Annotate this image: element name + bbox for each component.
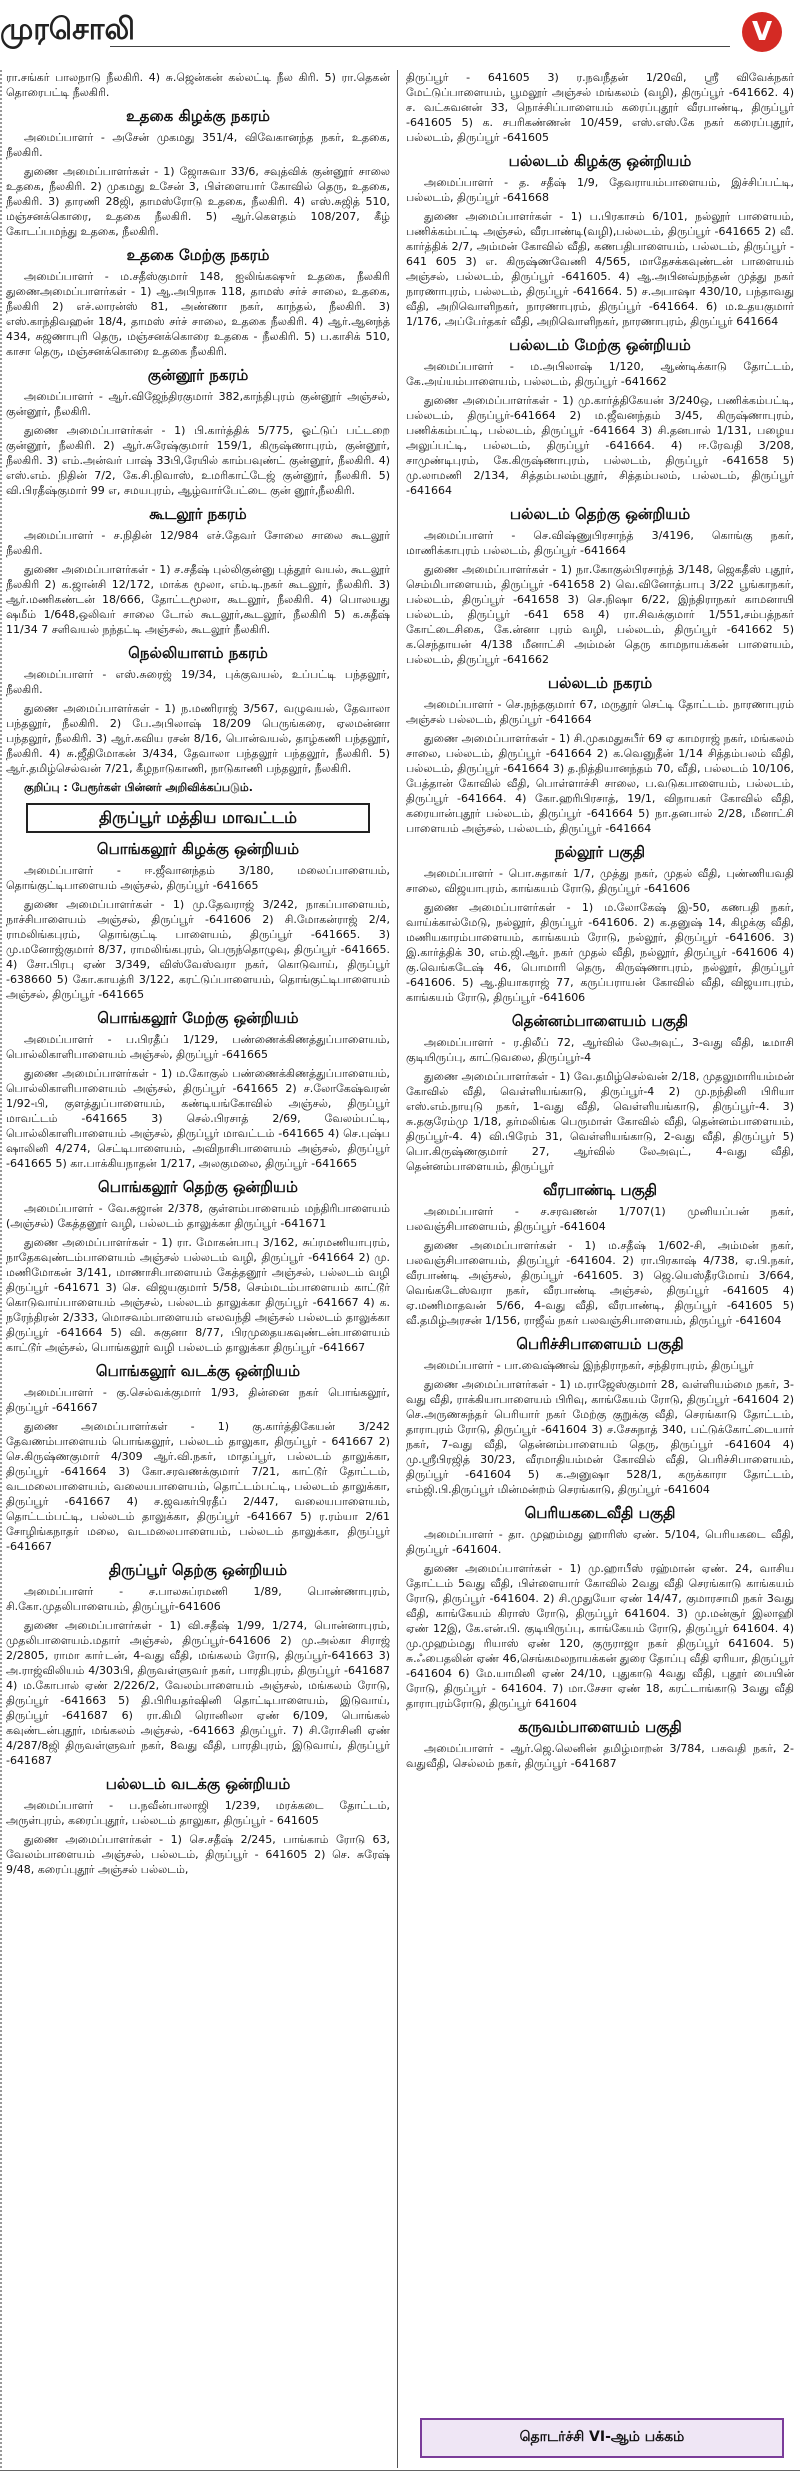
section-heading: பல்லடம் வடக்கு ஒன்றியம் xyxy=(105,1775,291,1793)
section xyxy=(406,674,794,836)
left-column-lower-sections xyxy=(6,840,390,1877)
organizer-paragraph: அமைப்பாளர் - ஆர்.விஜேந்திரகுமார் 382,காந்திபுரம் குன்னூர் அஞ்சல், குன்னூர், நீலகிரி. xyxy=(6,390,390,418)
section-heading: உதகை கிழக்கு நகரம் xyxy=(126,107,270,125)
organizer-paragraph: அமைப்பாளர் - த. சதீஷ் 1/9, தேவராயம்பாளையம், இச்சிப்பட்டி, பல்லடம், திருப்பூர் -641668 xyxy=(406,176,794,204)
organizer-paragraph: அமைப்பாளர் - ஆர்.ஜெ.லெனின் தமிழ்மாறன் 3/784, பசுவதி நகர், 2-வதுவீதி, செல்லம் நகர், திருப்பூர் -641687 xyxy=(406,1742,794,1770)
organizer-paragraph: அமைப்பாளர் - ஈ.ஜீவானந்தம் 3/180, மலைப்பாளையம், தொங்குட்டிபாளையம் அஞ்சல், திருப்பூர் -641665 xyxy=(6,864,390,892)
organizer-paragraph: அமைப்பாளர் - ர.திலீப் 72, ஆர்வில் லேஅவுட், 3-வது வீதி, டீமாசி குடியிருப்பு, காட்டுவலை, திருப்பூர்-4 xyxy=(406,1036,794,1064)
section-heading: பொங்கலூர் தெற்கு ஒன்றியம் xyxy=(98,1178,298,1196)
section-heading: பல்லடம் தெற்கு ஒன்றியம் xyxy=(509,505,691,523)
deputy-organizers-paragraph: துணை அமைப்பாளர்கள் - 1) செ.சதீஷ் 2/245, பாங்காம் ரோடு 63, வேலம்பாளையம் அஞ்சல், பல்லடம், திருப்பூர் - 641605 2) செ. சுரேஷ் 9/48, கரைப்புதூர் அஞ்சல் பல்லடம், xyxy=(6,1833,390,1876)
section xyxy=(406,1718,794,1771)
brand-logo-icon: V xyxy=(742,12,782,52)
deputy-organizers-paragraph: துணை அமைப்பாளர்கள் - 1) சி.முகமதுசுபீர் 69 ஏ காமராஜ் நகர், மங்கலம் சாலை, பல்லடம், திருப்பூர் -641664 2) க.வெனுதீன் 1/14 சித்தம்பலம் வீதி, பல்லடம், திருப்பூர் -641664 3) த.நித்தியானந்தம் 70, வீதி, பல்லடம் 10/106, பேத்தான் கோவில் வீதி, பொள்ளாச்சி சாலை, ப.வடுகபாளையம், பல்லடம், திருப்பூர் -641664. 4) கோ.ஹரிபிரசாத், 19/1, விநாயகர் கோவில் வீதி, கரையான்புதூர் பல்லடம், திருப்பூர் -641664 5) நா.தனபால் 2/28, மீனாட்சி பாளையம் அஞ்சல், பல்லடம், திருப்பூர் -641664 xyxy=(406,732,794,835)
section xyxy=(406,336,794,498)
organizer-paragraph: அமைப்பாளர் - ச.பாலசுப்ரமணி 1/89, பொண்ணாபுரம், சி.கோ.முதலிபாளையம், திருப்பூர்-641606 xyxy=(6,1585,390,1613)
right-column xyxy=(406,70,794,2402)
section-heading: பல்லடம் மேற்கு ஒன்றியம் xyxy=(509,336,691,354)
deputy-organizers-paragraph: துணை அமைப்பாளர்கள் - 1) ஜோசுவா 33/6, சவுத்விக் குன்னூர் சாலை உதகை, நீலகிரி. 2) முகமது உசேன் 3, பிள்ளையார் கோவில் தெரு, உதகை, நீலகிரி. 3) தாரணி 28ஜி, தாமஸ்ரோடு உதகை, நீலகிரி. 4) எஸ்.சுஜித் 510, மஞ்சனக்கொரை, உதகை நீலகிரி. 5) ஆர்.கௌதம் 108/207, கீழ் கோடப்பமந்து உதகை, நீலகிரி. xyxy=(6,165,390,238)
deputy-organizers-paragraph: துணை அமைப்பாளர்கள் - 1) மு.தேவராஜ் 3/242, நாகப்பாளையம், நாச்சிபாளையம் அஞ்சல், திருப்பூர் -641606 2) சி.மோகன்ராஜ் 2/4, ராமலிங்கபுரம், தொங்குட்டி பாளையம், திருப்பூர் -641665. 3) மு.மனோஜ்குமார் 8/37, ராமலிங்கபுரம், பெருந்தொழுவு, திருப்பூர் -641665. 4) சோ.பிரபு ஏண் 3/349, விஸ்வேஸ்வரா நகர், கொடுவாய், திருப்பூர் -638660 5) கோ.காயத்ரி 3/122, கரட்டுப்பாளையம், தொங்குட்டிபாளையம் அஞ்சல், திருப்பூர் -641665 xyxy=(6,898,390,1001)
section-heading: கூடலூர் நகரம் xyxy=(149,505,247,523)
section xyxy=(6,505,390,637)
deputy-organizers-paragraph: துணை அமைப்பாளர்கள் - 1) ப.பிரகாசம் 6/101, நல்லூர் பாளையம், பணிக்கம்பட்டி அஞ்சல், வீரபாண்டி(வழி),பல்லடம், திருப்பூர் -641665 2) வீ. கார்த்திக் 2/7, அம்மன் கோவில் வீதி, கணபதிபாளையம், பல்லடம், திருப்பூர் - 641 605 3) எ. கிருஷ்ணவேணி 4/565, மாதேசக்கவுண்டன் பாளையம் அஞ்சல், பல்லடம், திருப்பூர் -641605. 4) ஆ.அபினவ்நந்தன் முத்து நகர் நாரணாபுரம், பல்லடம், திருப்பூர் -641664. 5) ச.அபாஷா 430/10, பந்தாவது வீதி, அறிவொளிநகர், நாரணாபுரம், திருப்பூர் -641664. 6) ம.உதயகுமார் 1/176, அப்பேர்தகர் வீதி, அறிவொளிநகர், நாரணாபுரம், திருப்பூர் 641664 xyxy=(406,210,794,328)
section xyxy=(6,644,390,776)
column-divider xyxy=(397,70,398,2468)
section-heading: பொங்கலூர் வடக்கு ஒன்றியம் xyxy=(95,1362,301,1380)
section xyxy=(6,1178,390,1355)
district-banner: திருப்பூர் மத்திய மாவட்டம் xyxy=(26,803,370,833)
continued-text: திருப்பூர் - 641605 3) ர.நவநீதன் 1/20வி, ஸ்ரீ விவேக்நகர் மேட்டுப்பாளையம், பூமலூர் அஞ்சல் மங்கலம் (வழி), திருப்பூர் -641662. 4) ச. வட்சுவனன் 33, நொச்சிப்பாளையம் கரைப்புதூர் வீரபாண்டி, திருப்பூர் -641605 5) க. சபரிகண்ணன் 10/459, எஸ்.எஸ்.கே நகர் கரைப்புதூர், பல்லடம், திருப்பூர் -641605 xyxy=(406,71,794,144)
section-heading: குன்னூர் நகரம் xyxy=(147,366,249,384)
deputy-organizers-paragraph: துணை அமைப்பாளர்கள் - 1) மு.கார்த்திகேயன் 3/240ஒ, பணிக்கம்பட்டி, பல்லடம், திருப்பூர்-641664 2) ம.ஜீவனந்தம் 3/45, கிருஷ்ணாபுரம், பணிக்கம்பட்டி, பல்லடம், திருப்பூர் -641664 3) சி.தனபால் 1/131, பழைய அலுப்பட்டி, பல்லடம், திருப்பூர் -641664. 4) ஈ.ரேவதி 3/208, சாமுண்டிபுரம், கே.கிருஷ்ணாபுரம், பல்லடம், திருப்பூர் -641658 5) மு.லாமணி 2/134, சித்தம்பலம்புதூர், சித்தம்பலம், பல்லடம், திருப்பூர் -641664 xyxy=(406,394,794,497)
deputy-organizers-paragraph: துணை அமைப்பாளர்கள் - 1) ம.சதீஷ் 1/602-சி, அம்மன் நகர், பலவஞ்சிபாளையம், திருப்பூர் -641604. 2) ரா.பிரகாஷ் 4/738, ஏ.பி.நகர், வீரபாண்டி அஞ்சல், திருப்பூர் -641605. 3) ஜெ.யெஸ்தீரமோய் 3/664, வெங்கடேஸ்வரா நகர், வீரபாண்டி அஞ்சல், திருப்பூர் -641605 4) ஏ.மணிமாதவன் 5/66, 4-வது வீதி, வீரபாண்டி, திருப்பூர் -641605 5) வீ.தமிழ்அரசன் 1/156, ராஜீவ் நகர் பலவஞ்சிபாளையம், திருப்பூர் -641604 xyxy=(406,1239,794,1327)
section-heading: பெரிச்சிபாளையம் பகுதி xyxy=(516,1335,684,1353)
section xyxy=(406,1504,794,1711)
section xyxy=(6,1009,390,1171)
deputy-organizers-paragraph: துணை அமைப்பாளர்கள் - 1) வி.சதீஷ் 1/99, 1/274, பொன்னாபுரம், முதலிபாளையம்.மதார் அஞ்சல், திருப்பூர்-641606 2) மு.அல்கா சிராஜ் 2/2805, ராமா காா்டன், 4-வது வீதி, மங்கலம் ரோடு, திருப்பூர்-641663 3) அ.ராஜ்விலியம் 4/303பி, திருவள்ளுவர் நகர், பாரதிபுரம், திருப்பூர் -641687 4) ம.கோபால் ஏண் 2/226/2, வேலம்பாளையம் அஞ்சல், மங்கலம் ரோடு, திருப்பூர் -641663 5) தி.பிரியதர்ஷினி தொட்டிபாளையம், இடுவாய், திருப்பூர் -641687 6) ரா.கிமி ரொனிலா ஏண் 6/109, பொங்கல் கவுண்டன்புதூர், மங்கலம் அஞ்சல், -641663 திருப்பூர். 7) சி.ரோசினி ஏண் 4/287/8ஜி திருவள்ளுவர் நகர், 8வது வீதி, பாரதிபுரம், இடுவாய், திருப்பூர் -641687 xyxy=(6,1619,390,1767)
deputy-organizers-paragraph: துணை அமைப்பாளர்கள் - 1) நா.கோகுல்பிரசாந்த் 3/148, ஜெகதீஸ் புதூர், செம்மிபாளையம், திருப்பூர் -641658 2) வெ.வினோத்பாபு 3/22 பூங்காநகர், பல்லடம், திருப்பூர் -641658 3) செ.நிஷா 6/22, இந்திராநகர் காமனாயி பல்லடம், திருப்பூர் -641 658 4) ரா.சிவக்குமார் 1/551,சம்பத்நகர் கோட்டைசிகை, கே.ன்னா புரம் வழி, பல்லடம், திருப்பூர் -641662 5) க.செந்தாயன் 4/138 மீனாட்சி அம்மன் தெரு காமநாயக்கன் பாளையம், பல்லடம், திருப்பூர் -641662 xyxy=(406,563,794,666)
organizer-paragraph: அமைப்பாளர் - ச.நிதின் 12/984 எச்.தேவர் சோலை சாலை கூடலூர் நீலகிரி. xyxy=(6,529,390,557)
organizer-paragraph: அமைப்பாளர் - கு.செல்வக்குமார் 1/93, தின்னை நகர் பொங்கலூர், திருப்பூர் -641667 xyxy=(6,1386,390,1414)
masthead-rule xyxy=(110,46,730,47)
section-heading: நெல்லியாளம் நகரம் xyxy=(128,644,268,662)
organizer-paragraph: அமைப்பாளர் - செ.விஷ்ணுபிரசாந்த் 3/4196, கொங்கு நகர், மாணிக்காபுரம் பல்லடம், திருப்பூர் -641664 xyxy=(406,529,794,557)
section-heading: பொங்கலூர் கிழக்கு ஒன்றியம் xyxy=(96,840,300,858)
section xyxy=(6,107,390,239)
organizer-paragraph: அமைப்பாளர் - ம.சதீஸ்குமார் 148, ஐலிங்கஷுர் உதகை, நீலகிரி துணைஅமைப்பாளர்கள் - 1) ஆ.அபிநாசு 118, தாமஸ் சர்ச் சாலை, உதகை, நீலகிரி 2) எச்.லாரன்ஸ் 81, அண்ணா நகர், காந்தல், நீலகிரி. 3) எஸ்.காந்திவஹன் 18/4, தாமஸ் சர்ச் சாலை, உதகை நீலகிரி. 4) ஆர்.ஆனந்த் 434, சுஜணாபுரி தெரு, மஞ்சனக்கொரை உதகை - நீலகிரி. 5) ப.காசிக் 510, காசா தெரு, மஞ்சனக்கொரை உதகை நீலகிரி. xyxy=(6,270,390,358)
section xyxy=(6,1775,390,1877)
section-heading: வீரபாண்டி பகுதி xyxy=(542,1181,658,1199)
section-heading: பொங்கலூர் மேற்கு ஒன்றியம் xyxy=(97,1009,299,1027)
section xyxy=(406,1335,794,1497)
masthead xyxy=(0,0,800,66)
section-heading: உதகை மேற்கு நகரம் xyxy=(126,246,270,264)
organizer-paragraph: அமைப்பாளர் - வே.சுஜான் 2/378, குள்ளம்பாளையம் மந்திரிபாளையம் (அஞ்சல்) கேத்தனூர் வழி, பல்லடம் தாலுக்கா திருப்பூர் -641671 xyxy=(6,1202,390,1230)
organizer-paragraph: அமைப்பாளர் - ப.நவீன்பாலாஜி 1/239, மரக்கடை தோட்டம், அருள்புரம், கரைப்புதூர், பல்லடம் தாலுகா, திருப்பூர் - 641605 xyxy=(6,1799,390,1827)
section-heading: பெரியகடைவீதி பகுதி xyxy=(524,1504,676,1522)
section xyxy=(406,505,794,667)
deputy-organizers-paragraph: துணை அமைப்பாளர்கள் - 1) மு.ஹாபீஸ் ரஹ்மான் ஏண். 24, வாசிய தோட்டம் 5வது வீதி, பிள்ளையார் கோவில் 2வது வீதி செரங்காடு காங்கயம் ரோடு, திருப்பூர் -641604. 2) சி.முதுயோ ஏண் 14/47, குமாரசாமி நகர் 3வது வீதி, காங்கேயம் கிராஸ் ரோடு, திருப்பூர் 641604. 3) மு.மன்சூர் இலாஹி ஏண் 12இ, கே.என்.பி. குடியிருப்பு, காங்கேயம் ரோடு, திருப்பூர் 641604. 4) மு.முஹம்மது ரியாஸ் ஏண் 120, குருராஜா நகர் திருப்பூர் 641604. 5) சு.ஃபைதலின் ஏண் 46,செங்கமலநாயக்கன் துரை தோப்பு வீதி ஏரியா, திருப்பூர் -641604 6) மே.யாமினி ஏண் 24/10, புதுகாடு 4வது வீதி, புதூர் பையின் ரோடு, திருப்பூர் - 641604. 7) மா.சேசா ஏண் 18, கரட்டாங்காடு 3வது வீதி தாராபுரம்ரோடு, திருப்பூர் 641604 xyxy=(406,1562,794,1710)
section-heading: பல்லடம் நகரம் xyxy=(547,674,653,692)
section xyxy=(406,843,794,1005)
organizer-paragraph: அமைப்பாளர் - செ.நந்தகுமார் 67, மருதூர் செட்டி தோட்டம். நாரணாபுரம் அஞ்சல் பல்லடம், திருப்பூர் -641664 xyxy=(406,698,794,726)
organizer-paragraph: அமைப்பாளர் - தா. முஹம்மது ஹாரிஸ் ஏண். 5/104, பெரியகடை வீதி, திருப்பூர் -641604. xyxy=(406,1528,794,1556)
section xyxy=(406,1181,794,1328)
deputy-organizers-paragraph: துணை அமைப்பாளர்கள் - 1) பி.கார்த்திக் 5/775, ஓட்டுப் பட்டறை குன்னூர், நீலகிரி. 2) ஆர்.சுரேஷ்குமார் 159/1, கிருஷ்ணாபுரம், குன்னூர், நீலகிரி. 3) எம்.அன்வர் பாஷ் 33பி,ரேயில் காம்பவுண்ட் குன்னூர், நீலகிரி. 4) எஸ்.எம். நிதின் 7/2, கே.சி.நிவாஸ், உமரிகாட்டேஜ் குன்னூர், நீலகிரி. 5) வி.பிரதீஷ்குமார் 99 எ, சமயபுரம், ஆழ்வார்பேட்டை குன் னூர்,நீலகிரி. xyxy=(6,424,390,497)
section xyxy=(6,1362,390,1554)
deputy-organizers-paragraph: துணை அமைப்பாளர்கள் - 1) ச.சதீஷ் புல்லிகுன்னு புத்தூர் வயல், கூடலூர் நீலகிரி 2) க.ஜான்சி 12/172, மாக்க மூலா, எம்.டி.நகர் கூடலூர், நீலகிரி. 3) ஆர்.மணிகண்டன் 18/666, தோட்டமூலா, கூடலூர், நீலகிரி. 4) பொலயது ஷமீம் 1/648,ஒலிவர் சாலை டோல் கூடலூர்,கூடலூர், நீலகிரி 5) க.சுதீஷ் 11/34 7 சளிவயல் நந்தட்டி அஞ்சல், கூடலூர் நீலகிரி. xyxy=(6,563,390,636)
section xyxy=(6,70,390,100)
section xyxy=(406,70,794,145)
organizer-paragraph: அமைப்பாளர் - அசேன் முகமது 351/4, விவேகானந்த நகர், உதகை, நீலகிரி. xyxy=(6,131,390,159)
left-column xyxy=(6,70,390,2468)
deputy-organizers-paragraph: துணை அமைப்பாளர்கள் - 1) ந.மணிராஜ் 3/567, வழுவயல், தேவாலா பந்தலூர், நீலகிரி. 2) பே.அபிலாஷ் 18/209 பெருங்கரை, ஏலமன்னா பந்தலூர், நீலகிரி. 3) ஆர்.கவிய ரசன் 8/16, பொன்வயல், தாழ்கணி பந்தலூர், நீலகிரி. 4) சு.ஜீதிமோகன் 3/434, தேவாலா பந்தலூர் பந்தலூர், நீலகிரி. 5) ஆர்.தமிழ்செல்வன் 7/21, கீழநாடுகாணி, நாடுகாணி பந்தலூர், நீலகிரி. xyxy=(6,702,390,775)
organizer-paragraph: அமைப்பாளர் - ம.அபிலாஷ் 1/120, ஆண்டிக்காடு தோட்டம், கே.அய்யம்பாளையம், பல்லடம், திருப்பூர் -641662 xyxy=(406,360,794,388)
deputy-organizers-paragraph: துணை அமைப்பாளர்கள் - 1) ம.கோகுல் பண்ணைக்கிணத்துப்பாளையம், பொல்லிகாளிபாளையம் அஞ்சல், திருப்பூர் -641665 2) ச.லோகேஷ்வரன் 1/92-பி, குளத்துப்பாளையம், கண்டியங்கோவில் அஞ்சல், திருப்பூர் மாவட்டம் -641665 3) செல்.பிரசாத் 2/69, வேலம்பட்டி, பொல்லிகாளிபாளையம் அஞ்சல், திருப்பூர் மாவட்டம் -641665 4) செ.புஷ்ப ஷாலினி 4/274, செட்டிபாளையம், அவிநாசிபாளையம் அஞ்சல், திருப்பூர் -641665 5) கா.பாக்கியநாதன் 1/217, அலகுமலை, திருப்பூர் -641665 xyxy=(6,1067,390,1170)
continued-on-page-box: தொடர்ச்சி VI-ஆம் பக்கம் xyxy=(420,2418,784,2458)
section xyxy=(6,840,390,1002)
section-heading: திருப்பூர் தெற்கு ஒன்றியம் xyxy=(108,1561,288,1579)
bottom-rule xyxy=(0,2470,800,2471)
section-heading: கருவம்பாளையம் பகுதி xyxy=(518,1718,682,1736)
section-heading: பல்லடம் கிழக்கு ஒன்றியம் xyxy=(508,152,692,170)
organizer-paragraph: அமைப்பாளர் - எஸ்.சுரைஜ் 19/34, புக்குவயல், உப்பட்டி பந்தலூர், நீலகிரி. xyxy=(6,668,390,696)
organizer-paragraph: அமைப்பாளர் - ப.பிரதீப் 1/129, பண்ணைக்கிணத்துப்பாளையம், பொல்லிகாளிபாளையம் அஞ்சல், திருப்பூர் -641665 xyxy=(6,1033,390,1061)
right-column-sections xyxy=(406,70,794,1771)
deputy-organizers-paragraph: துணை அமைப்பாளர்கள் - 1) வே.தமிழ்செல்வன் 2/18, முதலுமாரியம்மன் கோவில் வீதி, வெள்ளியங்காடு, திருப்பூர்-4 2) மு.நந்தினி பிரியா எஸ்.எம்.நாயுடு நகர், 1-வது வீதி, வெள்ளியங்காடு, திருப்பூர்-4. 3) சு.தகுரேம்மு 1/18, தர்மலிங்க பெருமாள் கோவில் வீதி, தென்னம்பாளையம், திருப்பூர்-4. 4) வி.பிரேம் 31, வெள்ளியங்காடு, 2-வது வீதி, திருப்பூர் 5) பொ.கிருஷ்ணகுமார் 27, ஆர்வில் லேஅவுட், 4-வது வீதி, தென்னம்பாளையம், திருப்பூர் xyxy=(406,1070,794,1173)
newspaper-title: முரசொலி xyxy=(0,12,135,47)
section xyxy=(406,152,794,329)
left-column-upper-sections xyxy=(6,70,390,776)
continued-text: ரா.சங்கர் பாலநாடு நீலகிரி. 4) சு.ஜென்கன் கல்லட்டி நீல கிரி. 5) ரா.தெகன் தொரைபட்டி நீலகிரி. xyxy=(6,71,390,99)
deputy-organizers-paragraph: துணை அமைப்பாளர்கள் - 1) ரா. மோகன்பாபு 3/162, சுப்ரமணியாபுரம், நாதேகவுண்டம்பாளையம் அஞ்சல் பல்லடம் வழி, திருப்பூர் -641664 2) மு. மணிமோகன் 3/141, மாணாசிபாளையம் கேத்தனூர் அஞ்சல், பல்லடம் வழி திருப்பூர் -641671 3) செ. விஜயகுமார் 5/58, செம்மடம்பாளையம் காட்டூர் கொடுவாய்பாளையம் அஞ்சல், பல்லடம் தாலுக்கா திருப்பூர் -641667 4) க. நரேந்திரன் 2/333, மொசவம்பாளையம் எலவந்தி அஞ்சல் பல்லடம் தாலுக்கா திருப்பூர் -641664 5) வி. சுகுனா 8/77, பிரமுதையகவுண்டன்பாளையம் காட்டூர் அஞ்சல், பொங்கலூர் வழி பல்லடம் தாலுக்கா திருப்பூர் -641667 xyxy=(6,1236,390,1354)
section-heading: நல்லூர் பகுதி xyxy=(554,843,646,861)
deputy-organizers-paragraph: துணை அமைப்பாளர்கள் - 1) ம.ராஜேஸ்குமார் 28, வள்ளியம்மை நகர், 3-வது வீதி, ராக்கியாபாளையம் பிரிவு, காங்கேயம் ரோடு, திருப்பூர் -641604 2) செ.அருணசுந்தர் பெரியார் நகர் மேற்கு குறுக்கு வீதி, செரங்காடு தோட்டம், தாராபுரம் ரோடு, திருப்பூர் -641604 3) ச.சேசுநாத் 340, பட்டுக்கோட்டையார் நகர், 7-வது வீதி, தென்னம்பாளையம் தெரு, திருப்பூர் -641604 4) மு.ஸ்ரீபிரஜித் 30/23, வீரமாதியம்மன் கோவில் வீதி, பெரிச்சிபாளையம், திருப்பூர் -641604 5) க.அனுஷா 528/1, கருக்காரா தோட்டம், எம்ஜி.பி.திருப்பூர் மின்மன்றம் செரங்காடு, திருப்பூர் -641604 xyxy=(406,1378,794,1496)
deputy-organizers-paragraph: துணை அமைப்பாளர்கள் - 1) ம.லோகேஷ் இ-50, கணபதி நகர், வாய்க்கால்மேடு, நல்லூர், திருப்பூர் -641606. 2) க.தனுஷ் 14, கிழக்கு வீதி, மணியகாரம்பாளையம், காங்கயம் ரோடு, நல்லூர், திருப்பூர் -641606. 3) இ.கார்த்திக் 30, எம்.ஜி.ஆர். நகர் முதல் வீதி, நல்லூர், திருப்பூர் -641606 4) கு.வெங்கடேஷ் 46, பொமாரி தெரு, கிருஷ்ணாபுரம், நல்லூர், திருப்பூர் -641606. 5) ஆ.தியாகராஜ் 77, கருப்பராயன் கோவில் வீதி, விஜயாபுரம், காங்கயம் ரோடு, திருப்பூர் -641606 xyxy=(406,901,794,1004)
organizer-paragraph: அமைப்பாளர் - பொ.சுதாகர் 1/7, முத்து நகர், முதல் வீதி, புண்ணியவதி சாலை, விஜயாபுரம், காங்கயம் ரோடு, திருப்பூர் -641606 xyxy=(406,867,794,895)
note-line: குறிப்பு : பேரூர்கள் பின்னர் அறிவிக்கப்படும். xyxy=(24,781,253,794)
section xyxy=(6,366,390,498)
section xyxy=(6,246,390,359)
section-heading: தென்னம்பாளையம் பகுதி xyxy=(511,1012,689,1030)
deputy-organizers-paragraph: துணை அமைப்பாளர்கள் - 1) கு.கார்த்திகேயன் 3/242 தேவணம்பாளையம் பொங்கலூர், பல்லடம் தாலுகா, திருப்பூர் - 641667 2) செ.கிருஷ்ணகுமார் 4/309 ஆர்.வி.நகர், மாதப்பூர், பல்லடம் தாலுக்கா, திருப்பூர் -641664 3) கோ.சரவணக்குமார் 7/21, காட்டூர் தோட்டம், வடமலைபாளையம், வலையபாளையம், தொட்டம்பட்டி, பல்லடம் தாலுக்கா, திருப்பூர் -641667 4) ச.ஜவகர்பிரதீப் 2/447, வலையபாளையம், தொட்டம்பட்டி, பல்லடம் தாலுக்கா, திருப்பூர் -641667 5) ர.ரம்யா 2/61 சோழிங்கநாதர் மலை, வடமலைபாளையம், பல்லடம் தாலுக்கா, திருப்பூர் -641667 xyxy=(6,1420,390,1553)
section xyxy=(406,1012,794,1174)
organizer-paragraph: அமைப்பாளர் - பா.வைஷ்ணவ் இந்திராநகர், சந்திராபுரம், திருப்பூர் xyxy=(424,1359,754,1372)
organizer-paragraph: அமைப்பாளர் - ச.சரவணன் 1/707(1) முனியப்பன் நகர், பலவஞ்சிபாளையம், திருப்பூர் -641604 xyxy=(406,1205,794,1233)
section xyxy=(6,1561,390,1768)
